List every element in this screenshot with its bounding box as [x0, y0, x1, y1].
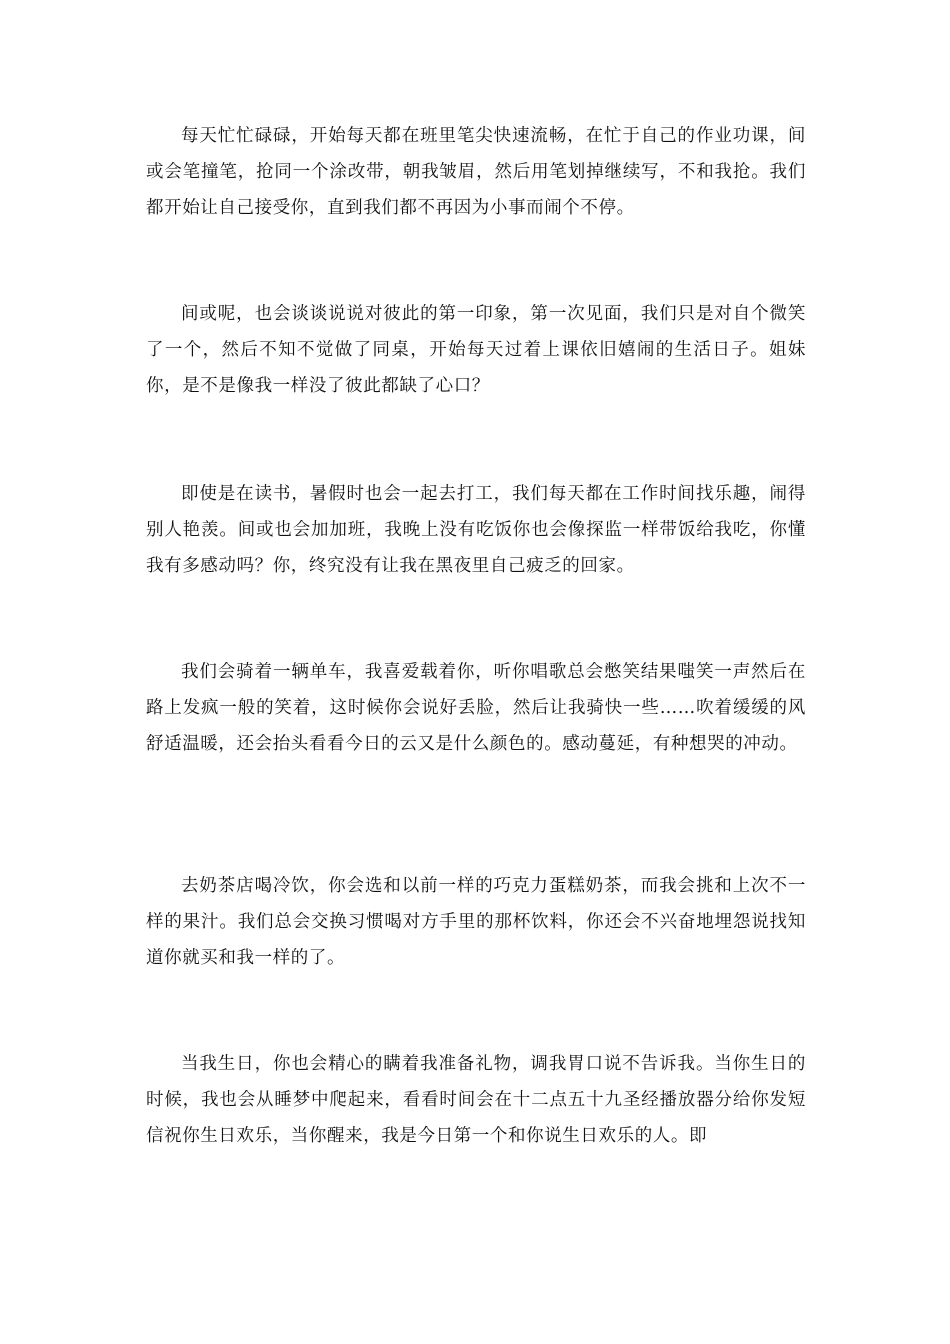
- paragraph-4: 我们会骑着一辆单车，我喜爱载着你，听你唱歌总会憋笑结果嗤笑一声然后在路上发疯一般的笑着，这时候你会说好丢脸，然后让我骑快一些……吹着缓缓的风舒适温暖，还会抬头看看今日的云又是什么颜色的。感动蔓延，有种想哭的冲动。: [146, 662, 806, 754]
- paragraph-2: 间或呢，也会谈谈说说对彼此的第一印象，第一次见面，我们只是对自个微笑了一个，然后不知不觉做了同桌，开始每天过着上课依旧嬉闹的生活日子。姐妹你，是不是像我一样没了彼此都缺了心口？: [146, 304, 806, 396]
- paragraph-3: 即使是在读书，暑假时也会一起去打工，我们每天都在工作时间找乐趣，闹得别人艳羡。间或也会加加班，我晚上没有吃饭你也会像探监一样带饭给我吃，你懂我有多感动吗？你，终究没有让我在黑夜里自己疲乏的回家。: [146, 484, 806, 576]
- paragraph-5: 去奶茶店喝冷饮，你会选和以前一样的巧克力蛋糕奶茶，而我会挑和上次不一样的果汁。我们总会交换习惯喝对方手里的那杯饮料，你还会不兴奋地埋怨说找知道你就买和我一样的了。: [146, 876, 806, 968]
- paragraph-1: 每天忙忙碌碌，开始每天都在班里笔尖快速流畅，在忙于自己的作业功课，间或会笔撞笔，抢同一个涂改带，朝我皱眉，然后用笔划掉继续写，不和我抢。我们都开始让自己接受你，直到我们都不再因为小事而闹个不停。: [146, 126, 806, 218]
- paragraph-6: 当我生日，你也会精心的瞒着我准备礼物，调我胃口说不告诉我。当你生日的时候，我也会从睡梦中爬起来，看看时间会在十二点五十九圣经播放器分给你发短信祝你生日欢乐，当你醒来，我是今日第一个和你说生日欢乐的人。即: [146, 1054, 806, 1146]
